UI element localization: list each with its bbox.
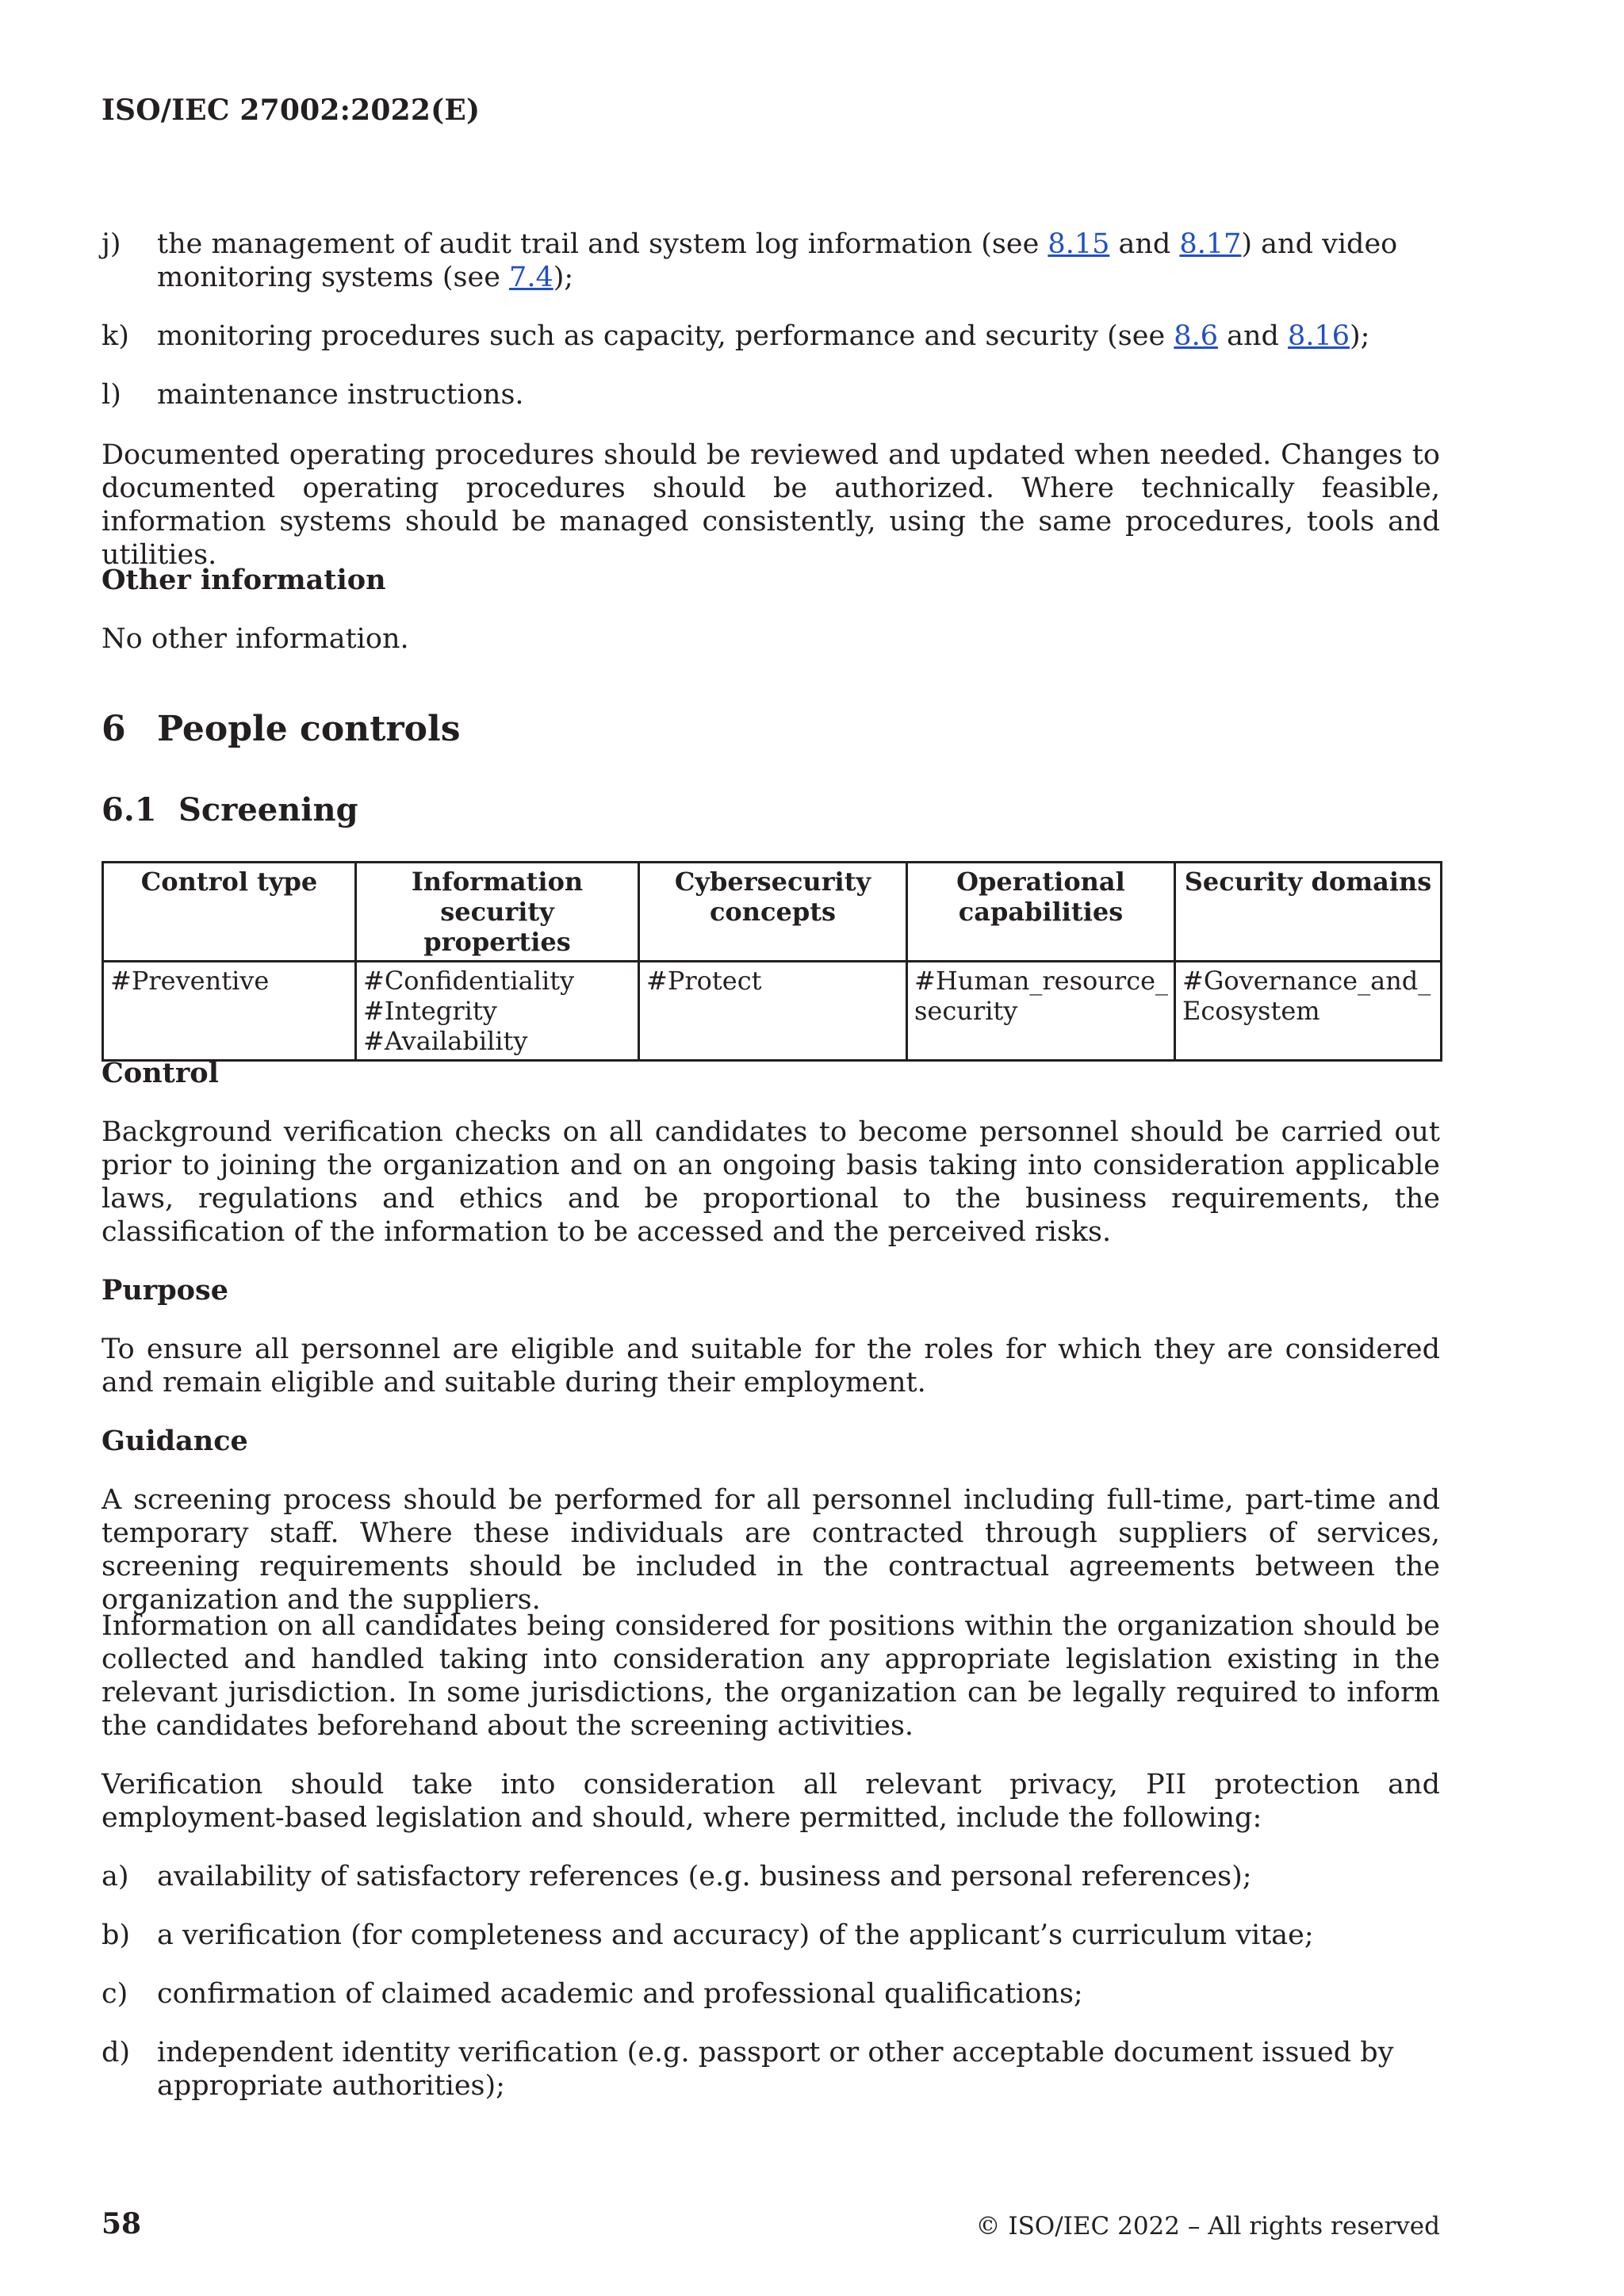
cell-properties	[356, 962, 639, 1061]
guidance-paragraph-1	[102, 1483, 1440, 1617]
header-operational-capabilities: Operational capabilities	[907, 863, 1175, 962]
section-title: People controls	[157, 709, 461, 749]
subheading: Other information	[102, 564, 386, 596]
list-top	[102, 228, 1440, 411]
body-paragraph: To ensure all personnel are eligible and suitable for the roles for which they are considered and remain eligible and suitable during their employment.	[102, 1334, 1440, 1399]
purpose-heading	[102, 1274, 1440, 1307]
list-item-l	[102, 378, 1440, 411]
list-marker: d)	[102, 2037, 131, 2068]
header-information-security-properties: Information security properties	[356, 863, 639, 962]
verification-list	[102, 1860, 1440, 2103]
header-cybersecurity-concepts: Cybersecurity concepts	[639, 863, 907, 962]
body-paragraph: No other information.	[102, 623, 409, 655]
text-run: ) and video monitoring systems (see	[157, 228, 1398, 293]
section-heading	[102, 709, 1440, 750]
list-marker: a)	[102, 1861, 129, 1892]
list-item-c	[102, 1977, 1440, 2011]
list-marker: k)	[102, 320, 129, 352]
list-text: maintenance instructions.	[157, 379, 524, 411]
list-text: confirmation of claimed academic and professional qualifications;	[157, 1978, 1083, 2010]
page-number: 58	[102, 2207, 142, 2241]
header-control-type: Control type	[103, 863, 356, 962]
table-header-row	[103, 863, 1442, 962]
property-value: #Integrity	[363, 996, 497, 1026]
attribute-table	[102, 861, 1442, 1062]
guidance-paragraph-3	[102, 1768, 1440, 1835]
list-text: availability of satisfactory references (e.g. business and personal references);	[157, 1861, 1252, 1892]
list-marker: j)	[102, 228, 121, 260]
cell-control-type: #Preventive	[103, 962, 356, 1061]
text-run: and	[1217, 320, 1289, 352]
list-item-b	[102, 1919, 1440, 1952]
text-run: monitoring procedures such as capacity, performance and security (see	[157, 320, 1174, 352]
subheading: Control	[102, 1057, 219, 1089]
section-number: 6	[102, 709, 126, 749]
body-paragraph: A screening process should be performed for all personnel including full-time, part-time and temporary staff. Where these individuals are contracted through suppliers of services, screening requirements should be included in the contractual agreements between the organization and the suppliers.	[102, 1484, 1440, 1616]
document-identifier: ISO/IEC 27002:2022(E)	[102, 94, 481, 127]
list-item-k	[102, 320, 1440, 353]
documented-procedures-paragraph	[102, 438, 1440, 572]
list-text	[157, 228, 1440, 294]
control-heading	[102, 1057, 1440, 1090]
other-information-text	[102, 622, 1440, 656]
list-text	[157, 320, 1440, 353]
body-paragraph: Verification should take into consideration all relevant privacy, PII protection and employment-based legislation and should, where permitted, include the following:	[102, 1769, 1440, 1834]
subheading: Purpose	[102, 1274, 228, 1307]
text-run: );	[1349, 320, 1370, 352]
body-paragraph: Background verification checks on all candidates to become personnel should be carried out prior to joining the organization and on an ongoing basis taking into consideration applicable laws, regulations and ethics and be proportional to the business requirements, the classification of the information to be accessed and the perceived risks.	[102, 1116, 1440, 1248]
subsection-heading	[102, 791, 1440, 829]
list-text: independent identity verification (e.g. passport or other acceptable document issued by appropriate authorities);	[157, 2037, 1394, 2102]
list-marker: c)	[102, 1978, 128, 2010]
cell-capabilities: #Human_resource_ security	[907, 962, 1175, 1061]
list-item-j	[102, 228, 1440, 294]
cell-concepts: #Protect	[639, 962, 907, 1061]
list-item-d	[102, 2036, 1440, 2103]
clause-link-8-17[interactable]: 8.17	[1179, 228, 1242, 260]
list-marker: l)	[102, 379, 121, 411]
text-run: and	[1109, 228, 1180, 260]
table-row	[103, 962, 1442, 1061]
clause-link-8-15[interactable]: 8.15	[1048, 228, 1110, 260]
list-item-a	[102, 1860, 1440, 1893]
property-value: #Availability	[363, 1026, 528, 1056]
cell-domains: #Governance_and_ Ecosystem	[1175, 962, 1442, 1061]
other-information-heading	[102, 564, 1440, 597]
body-paragraph: Information on all candidates being considered for positions within the organization should be collected and handled taking into consideration any appropriate legislation existing in the relevant jurisdiction. In some jurisdictions, the organization can be legally required to inform the candidates beforehand about the screening activities.	[102, 1610, 1440, 1742]
clause-link-8-16[interactable]: 8.16	[1288, 320, 1350, 352]
copyright-notice: © ISO/IEC 2022 – All rights reserved	[975, 2212, 1440, 2241]
list-text: a verification (for completeness and accuracy) of the applicant’s curriculum vitae;	[157, 1919, 1314, 1951]
list-marker: b)	[102, 1919, 131, 1951]
text-run: );	[553, 262, 574, 293]
text-run: the management of audit trail and system log information (see	[157, 228, 1048, 260]
body-paragraph: Documented operating procedures should be reviewed and updated when needed. Changes to documented operating procedures should be authorized. Where technically feasible, information systems should be managed consistently, using the same procedures, tools and utilities.	[102, 439, 1440, 571]
subsection-title: Screening	[178, 791, 358, 828]
property-value: #Confidentiality	[363, 966, 575, 996]
purpose-text	[102, 1333, 1440, 1399]
subsection-number: 6.1	[102, 791, 157, 828]
guidance-paragraph-2	[102, 1609, 1440, 1743]
attribute-table-wrapper	[102, 861, 1440, 1062]
control-text	[102, 1115, 1440, 1249]
subheading: Guidance	[102, 1425, 248, 1457]
header-security-domains: Security domains	[1175, 863, 1442, 962]
guidance-heading	[102, 1425, 1440, 1458]
clause-link-7-4[interactable]: 7.4	[509, 262, 553, 293]
clause-link-8-6[interactable]: 8.6	[1174, 320, 1218, 352]
